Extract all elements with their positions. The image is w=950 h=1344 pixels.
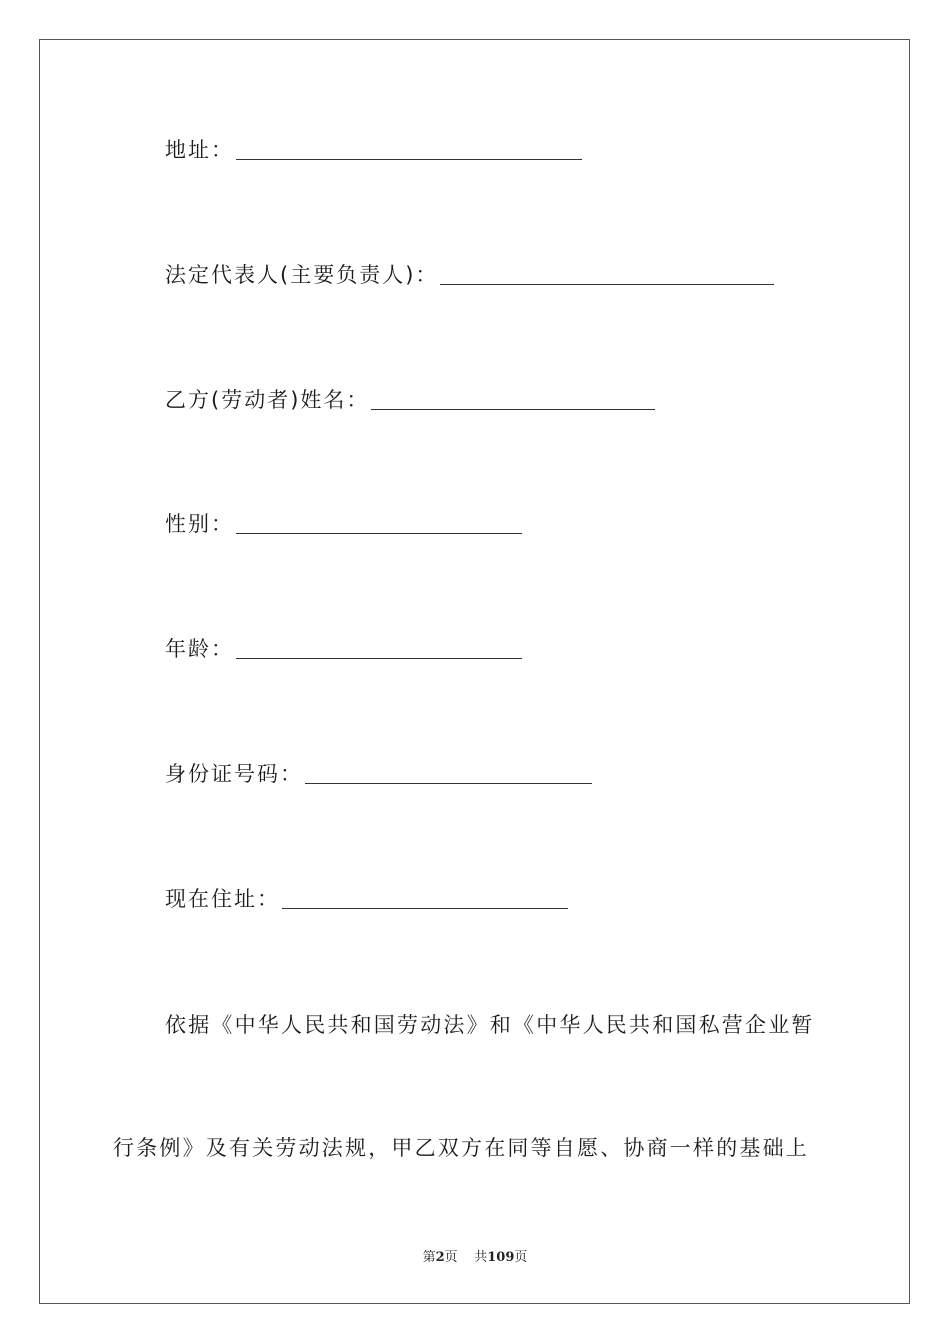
page-border xyxy=(39,39,910,1304)
address-field xyxy=(165,133,582,163)
current-address-label: 现在住址： xyxy=(165,887,280,911)
id-number-blank[interactable] xyxy=(305,761,592,784)
age-blank[interactable] xyxy=(236,636,522,659)
employee-name-label: 乙方(劳动者)姓名： xyxy=(165,388,370,412)
legal-representative-field xyxy=(165,258,774,288)
page-suffix: 页 xyxy=(444,1250,458,1265)
page-number: 2 xyxy=(435,1250,445,1265)
paragraph-line-2: 行条例》及有关劳动法规，甲乙双方在同等自愿、协商一样的基础上 xyxy=(113,1136,809,1160)
page-prefix: 第 xyxy=(422,1250,436,1265)
age-field xyxy=(165,632,522,662)
gender-blank[interactable] xyxy=(236,511,522,534)
current-address-blank[interactable] xyxy=(282,886,568,909)
current-address-field xyxy=(165,882,568,912)
total-suffix: 页 xyxy=(514,1250,528,1265)
age-label: 年龄： xyxy=(165,637,234,661)
page-footer xyxy=(0,1246,950,1265)
gender-field xyxy=(165,507,522,537)
id-number-label: 身份证号码： xyxy=(165,762,303,786)
id-number-field xyxy=(165,757,592,787)
paragraph-line-1: 依据《中华人民共和国劳动法》和《中华人民共和国私营企业暂 xyxy=(165,1013,815,1037)
employee-name-blank[interactable] xyxy=(371,387,655,410)
total-pages: 109 xyxy=(487,1250,515,1265)
legal-representative-label: 法定代表人(主要负责人)： xyxy=(165,263,439,287)
address-label: 地址： xyxy=(165,138,234,162)
address-blank[interactable] xyxy=(236,137,582,160)
employee-name-field xyxy=(165,383,655,413)
gender-label: 性别： xyxy=(165,512,234,536)
legal-representative-blank[interactable] xyxy=(440,262,774,285)
total-prefix: 共 xyxy=(474,1250,488,1265)
